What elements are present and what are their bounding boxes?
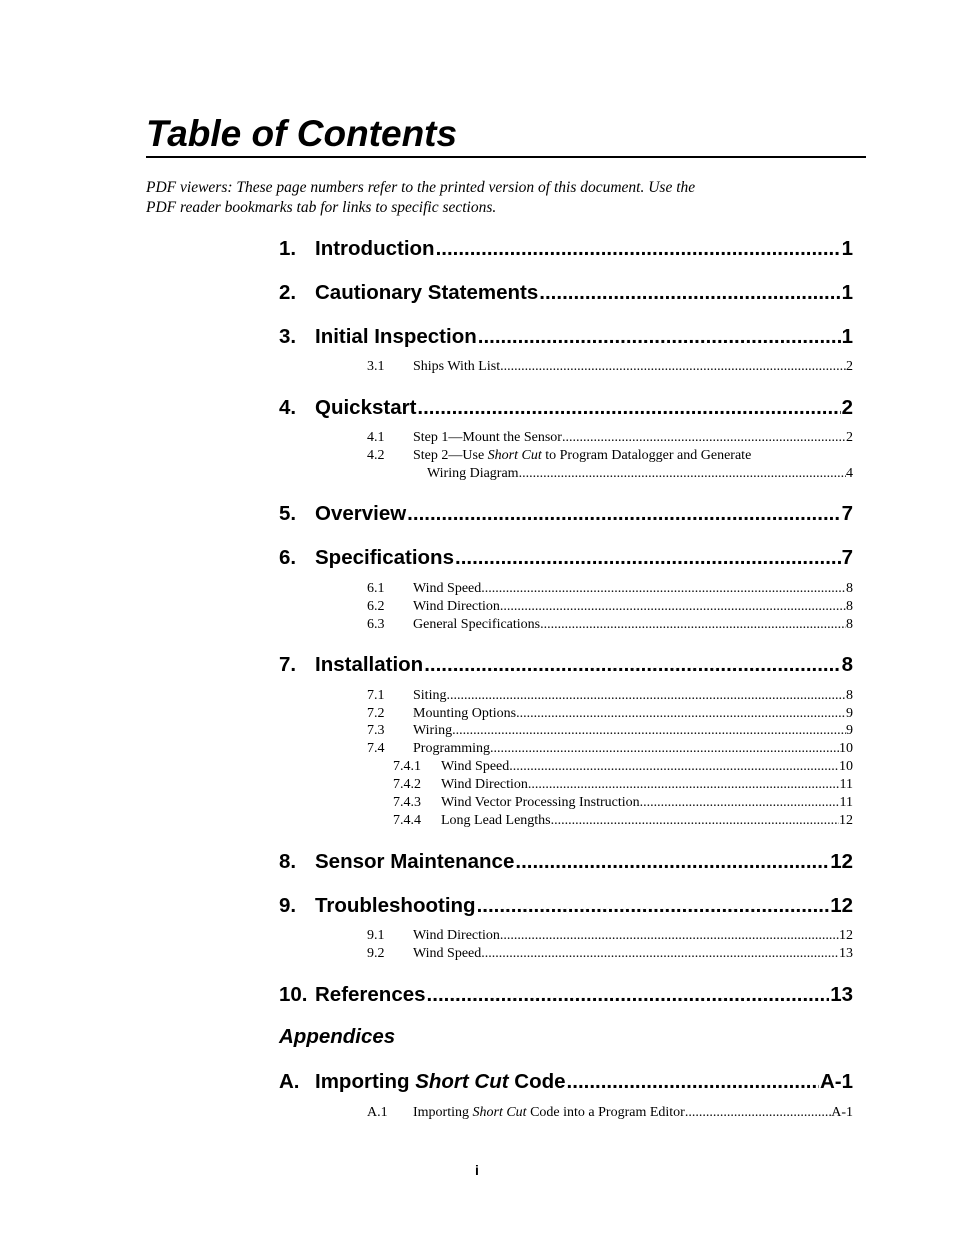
dot-leader [540,616,846,634]
toc-label: Specifications [315,546,454,569]
toc-number: 4.1 [367,430,385,445]
toc-entry-quickstart[interactable] [279,395,853,421]
dot-leader [455,545,841,571]
toc-entry-wind-vector-processing[interactable] [393,794,853,812]
toc-entry-use-short-cut-continued[interactable] [427,465,853,483]
toc-number: 5. [279,502,297,525]
toc-entry-sensor-maintenance[interactable] [279,849,853,875]
toc-entry-programming-wind-speed[interactable] [393,758,853,776]
toc-number: 6.2 [367,599,385,614]
toc-entry-mount-the-sensor[interactable] [367,429,853,447]
toc-label: Wind Speed [413,946,482,961]
viewer-note-line-1: PDF viewers: These page numbers refer to the printed version of this document. Use the [146,179,696,196]
toc-label: Initial Inspection [315,325,477,348]
toc-page: 8 [846,688,853,703]
toc-page: 9 [846,706,853,721]
toc-number: A.1 [367,1105,388,1120]
dot-leader [685,1104,831,1122]
dot-leader [490,740,839,758]
toc-label: Quickstart [315,396,417,419]
toc-entry-references[interactable] [279,982,853,1008]
title-rule [146,156,866,158]
toc-number: 7.4.2 [393,777,421,792]
toc-page: 4 [846,466,853,481]
toc-page: 11 [839,777,853,792]
toc-label: Cautionary Statements [315,281,539,304]
dot-leader [424,652,840,678]
toc-entry-troubleshooting[interactable] [279,893,853,919]
toc-page: 11 [839,795,853,810]
toc-entry-cautionary-statements[interactable] [279,280,853,306]
toc-number: 7.4 [367,741,385,756]
toc-label: Wind Direction [413,928,500,943]
toc-label-part: Code into a Program Editor [526,1105,685,1120]
toc-label: Wind Vector Processing Instruction [441,795,640,810]
toc-entry-long-lead-lengths[interactable] [393,812,853,830]
toc-label-emphasis: Short Cut [472,1105,527,1120]
toc-page: 8 [846,617,853,632]
toc-number: 4.2 [367,448,385,463]
toc-number: 2. [279,281,297,304]
dot-leader [528,776,840,794]
toc-number: A. [279,1070,300,1093]
dot-leader [640,794,840,812]
toc-entry-introduction[interactable] [279,236,853,262]
toc-entry-troubleshooting-wind-direction[interactable] [367,927,853,945]
dot-leader [417,395,840,421]
toc-page: 2 [841,396,853,419]
dot-leader [567,1069,819,1095]
toc-label: Ships With List [413,359,501,374]
toc-page: 7 [841,502,853,525]
toc-entry-mounting-options[interactable] [367,705,853,723]
toc-label: Wind Speed [413,581,482,596]
toc-entry-use-short-cut[interactable] [367,447,751,465]
toc-number: 3. [279,325,297,348]
toc-label [413,1104,685,1122]
toc-entry-troubleshooting-wind-speed[interactable] [367,945,853,963]
toc-label: Troubleshooting [315,894,476,917]
toc-page: 2 [846,430,853,445]
toc-page: 10 [839,741,853,756]
dot-leader [478,324,841,350]
dot-leader [452,722,846,740]
toc-label: Overview [315,502,407,525]
toc-page: 10 [839,759,853,774]
toc-label: References [315,983,426,1006]
dot-leader [509,758,839,776]
toc-number: 8. [279,850,297,873]
toc-label: Wind Direction [441,777,528,792]
toc-page: 9 [846,723,853,738]
toc-label-emphasis: Short Cut [487,448,542,463]
toc-entry-wiring[interactable] [367,722,853,740]
dot-leader [515,849,829,875]
toc-label: Wind Direction [413,599,500,614]
toc-label: Step 1—Mount the Sensor [413,430,562,445]
page-number: i [475,1162,479,1178]
toc-page: 12 [830,894,853,917]
toc-label-part: Importing [413,1105,473,1120]
toc-number: 1. [279,237,297,260]
dot-leader [481,945,839,963]
dot-leader [436,236,841,262]
toc-number: 6.3 [367,617,385,632]
toc-number: 7.1 [367,688,385,703]
toc-page: 13 [839,946,853,961]
toc-label: Programming [413,741,490,756]
toc-number: 3.1 [367,359,385,374]
appendices-heading: Appendices [279,1025,396,1048]
toc-entry-installation[interactable] [279,652,853,678]
toc-number: 7.4.3 [393,795,421,810]
dot-leader [551,812,839,830]
toc-label-emphasis: Short Cut [415,1070,509,1093]
dot-leader [481,580,846,598]
toc-page: 12 [830,850,853,873]
toc-label-part: to Program Datalogger and Generate [541,448,752,463]
toc-page: A-1 [831,1105,853,1120]
toc-entry-general-specifications[interactable] [367,616,853,634]
toc-entry-programming[interactable] [367,740,853,758]
dot-leader [427,982,830,1008]
toc-label: Wind Speed [441,759,510,774]
toc-number: 9.1 [367,928,385,943]
toc-number: 7. [279,653,297,676]
toc-label: Long Lead Lengths [441,813,551,828]
dot-leader [562,429,846,447]
toc-entry-appendix-a[interactable] [279,1069,853,1095]
toc-number: 7.2 [367,706,385,721]
toc-entry-programming-wind-direction[interactable] [393,776,853,794]
toc-page: 8 [841,653,853,676]
toc-label: Installation [315,653,424,676]
toc-number: 6.1 [367,581,385,596]
toc-page: 12 [839,813,853,828]
toc-page: 8 [846,581,853,596]
toc-label-part: Code [508,1070,566,1093]
dot-leader [477,893,830,919]
toc-label-part: Step 2—Use [413,448,488,463]
toc-label: Siting [413,688,447,703]
toc-page: 7 [841,546,853,569]
toc-page: 13 [830,983,853,1006]
toc-number: 6. [279,546,297,569]
toc-label: Sensor Maintenance [315,850,515,873]
toc-label [315,1069,566,1095]
toc-label: Wiring Diagram [427,466,519,481]
toc-entry-siting[interactable] [367,687,853,705]
viewer-note-line-2: PDF reader bookmarks tab for links to specific sections. [146,199,497,216]
toc-label: General Specifications [413,617,541,632]
toc-entry-specifications[interactable] [279,545,853,571]
dot-leader [446,687,846,705]
dot-leader [516,705,846,723]
toc-number: 9.2 [367,946,385,961]
toc-entry-appendix-a-1[interactable] [367,1104,853,1122]
toc-page: 2 [846,359,853,374]
dot-leader [500,358,846,376]
toc-number: 7.4.1 [393,759,421,774]
page-title: Table of Contents [146,113,458,154]
toc-number: 7.3 [367,723,385,738]
toc-entry-ships-with-list[interactable] [367,358,853,376]
toc-label-part: Importing [315,1070,416,1093]
toc-number: 10. [279,983,308,1006]
toc-page: 1 [841,237,853,260]
dot-leader [519,465,846,483]
toc-entry-spec-wind-direction[interactable] [367,598,853,616]
toc-label: Mounting Options [413,706,517,721]
toc-page: 8 [846,599,853,614]
toc-entry-spec-wind-speed[interactable] [367,580,853,598]
toc-page: 1 [841,325,853,348]
toc-entry-overview[interactable] [279,501,853,527]
dot-leader [500,927,839,945]
dot-leader [500,598,846,616]
dot-leader [539,280,840,306]
dot-leader [407,501,840,527]
toc-page: A-1 [819,1070,853,1093]
toc-number: 4. [279,396,297,419]
toc-label: Introduction [315,237,435,260]
viewer-note [146,178,786,218]
toc-label: Wiring [413,723,453,738]
toc-number: 9. [279,894,297,917]
toc-page: 1 [841,281,853,304]
toc-number: 7.4.4 [393,813,421,828]
toc-page: 12 [839,928,853,943]
toc-entry-initial-inspection[interactable] [279,324,853,350]
